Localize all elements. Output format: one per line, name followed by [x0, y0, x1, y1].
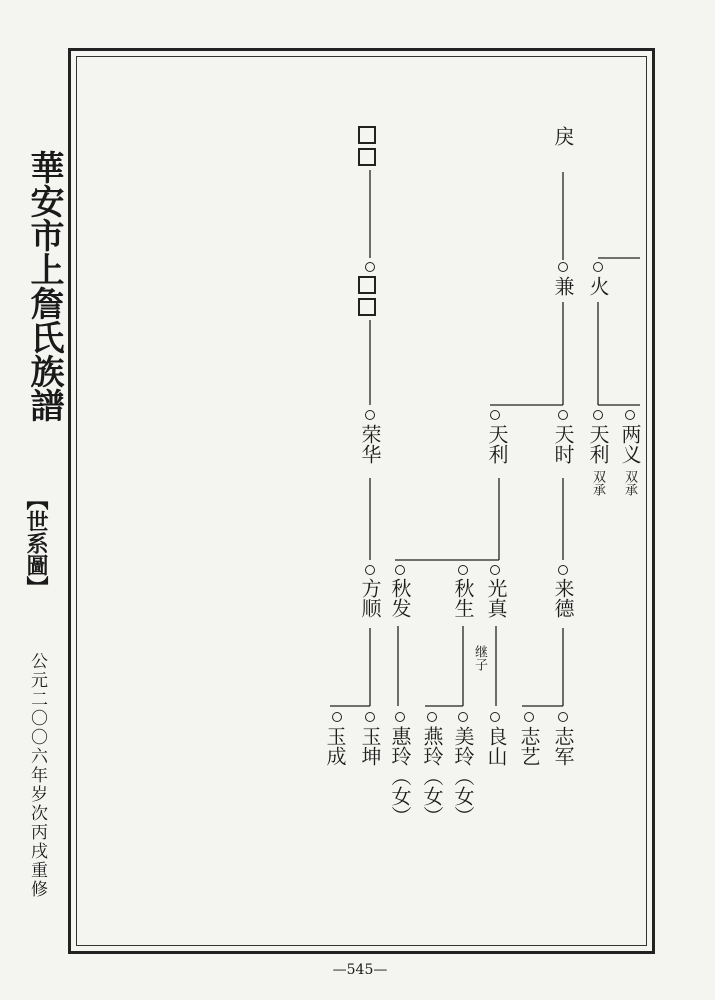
person-marker [395, 712, 405, 722]
person-name: 秋生 [451, 578, 475, 618]
person-marker [332, 712, 342, 722]
adoption-note: 双承 [622, 470, 637, 496]
person-name: 志军 [551, 726, 575, 766]
person-marker [458, 712, 468, 722]
person-name: 玉坤 [358, 726, 382, 766]
person-marker [365, 262, 375, 272]
unknown-name-box [358, 126, 376, 144]
unknown-name-box [358, 148, 376, 166]
person-name: 天利 [485, 424, 509, 464]
person-name: 兼 [551, 276, 575, 296]
person-name: 方顺 [358, 578, 382, 618]
person-marker [558, 712, 568, 722]
person-marker [490, 410, 500, 420]
person-name: 来德 [551, 578, 575, 618]
person-name: 玉成 [323, 726, 347, 766]
person-marker [458, 565, 468, 575]
person-name: 燕玲（女） [420, 726, 444, 826]
person-name: 光真 [484, 578, 508, 618]
person-marker [524, 712, 534, 722]
person-marker [427, 712, 437, 722]
person-name: 志艺 [517, 726, 541, 766]
person-name: 天利 [586, 424, 610, 464]
person-marker [558, 262, 568, 272]
ancestor-top: 戾 [551, 126, 575, 146]
person-name: 天时 [551, 424, 575, 464]
book-title: 華安市上詹氏族譜 [24, 150, 64, 422]
person-name: 火 [586, 276, 610, 296]
person-name: 秋发 [388, 578, 412, 618]
person-marker [365, 565, 375, 575]
person-marker [558, 410, 568, 420]
unknown-name-box [358, 298, 376, 316]
person-marker [395, 565, 405, 575]
person-marker [490, 565, 500, 575]
page-number: —545— [332, 962, 388, 978]
section-label: 【世系圖】 [23, 488, 49, 598]
person-marker [558, 565, 568, 575]
person-name: 惠玲（女） [388, 726, 412, 826]
person-name: 两义 [618, 424, 642, 464]
person-marker [490, 712, 500, 722]
edition-year: 公元二〇〇六年岁次丙戌重修 [27, 652, 47, 899]
person-marker [365, 410, 375, 420]
adopted-son-note: 继子 [472, 645, 487, 671]
person-marker [593, 410, 603, 420]
person-marker [593, 262, 603, 272]
person-marker [365, 712, 375, 722]
unknown-name-box [358, 276, 376, 294]
person-marker [625, 410, 635, 420]
person-name: 良山 [484, 726, 508, 766]
person-name: 荣华 [358, 424, 382, 464]
adoption-note: 双承 [590, 470, 605, 496]
person-name: 美玲（女） [451, 726, 475, 826]
